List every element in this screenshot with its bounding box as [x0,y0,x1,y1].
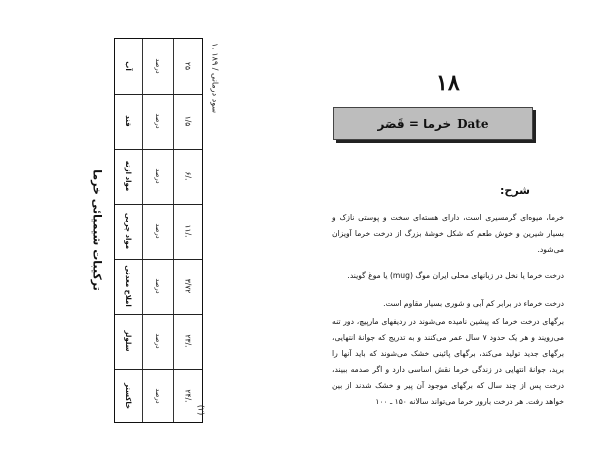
table-cell-value: ۳/۷۲ [183,278,193,294]
paragraph: درخت خرماء در برابر کم آبی و شوری بسیار مقاوم است. [383,299,564,308]
chemical-composition-table [114,38,203,423]
paragraph: خرما، میوه‌ای گرمسیری است، دارای هسته‌ای سخت و پوستی نازک و بسیار شیرین و خوش طعم که شکل خوشهٔ بزرگ از درخت خرما آویزان می‌شود. [332,213,564,254]
table-cell-header: مواد چربی [124,212,132,250]
table-cell-header: آب [124,61,132,71]
entry-title-persian: خرما = قَصَر [377,116,452,131]
table-cell-value: ۱۱/. [183,224,193,238]
paragraph: درخت خرما یا نخل در زبانهای محلی ایران موگ (mug) یا موغ گویند. [347,271,564,280]
table-title: ترکیبات شیمیائی خرما [90,169,104,291]
paragraph: برگهای درخت خرما که پیشین نامیده می‌شوند در ردیفهای مارپیچ، دور تنه می‌رویند و هر یک حدود ۷ سال عمر می‌کنند و به تدریج که جوانهٔ انتهایی، برگهای جدید تولید می‌کند، برگهای پائینی خشک می‌شوند که باید آنها را برید، جوانهٔ انتهایی در زندگی خرما نقش اساسی دارد و اگر صدمه ببیند، درخت پس از چند سال که برگهای موجود آن پیر و خشک شدند از بین خواهد رفت. هر درخت بارور خرما می‌تواند سالانه ۱۵۰ ـ ۱۰۰ [332,317,564,406]
footnote-source: ۱. سود درمانی / ۱۸۹ [210,42,220,114]
section-heading: شرح: [500,184,530,197]
table-cell-unit: درصد [154,113,162,129]
table-cell-unit: درصد [154,223,162,239]
table-cell-value: ۱/۵ [183,115,193,127]
table-cell-header: قند [124,115,132,127]
entry-title-banner [333,107,533,140]
table-cell-unit: درصد [154,58,162,74]
table-cell-unit: درصد [154,388,162,404]
table-row-divider [115,94,202,95]
table-cell-header: مواد ازته [124,160,132,192]
table-row-divider [115,149,202,150]
table-cell-unit: درصد [154,168,162,184]
table-cell-value: ۶/. [183,171,193,181]
table-cell-value: ۲۵ [183,61,193,71]
table-cell-value: ۲۳/. [183,334,193,348]
table-cell-value: ۲۴/. [183,389,193,403]
table-column-divider [142,39,143,422]
table-row-divider [115,204,202,205]
table-cell-header: املاح معدنی [124,265,132,307]
table-row-divider [115,369,202,370]
table-column-divider [173,39,174,422]
table-cell-unit: درصد [154,278,162,294]
table-row-divider [115,314,202,315]
table-cell-unit: درصد [154,333,162,349]
page-number: (۲) [196,404,206,416]
table-row-divider [115,259,202,260]
entry-title-latin: Date [457,116,489,131]
table-cell-header: سلولز [124,330,132,352]
chapter-number: ۱۸ [436,70,460,96]
table-cell-header: خاکستر [124,382,132,410]
